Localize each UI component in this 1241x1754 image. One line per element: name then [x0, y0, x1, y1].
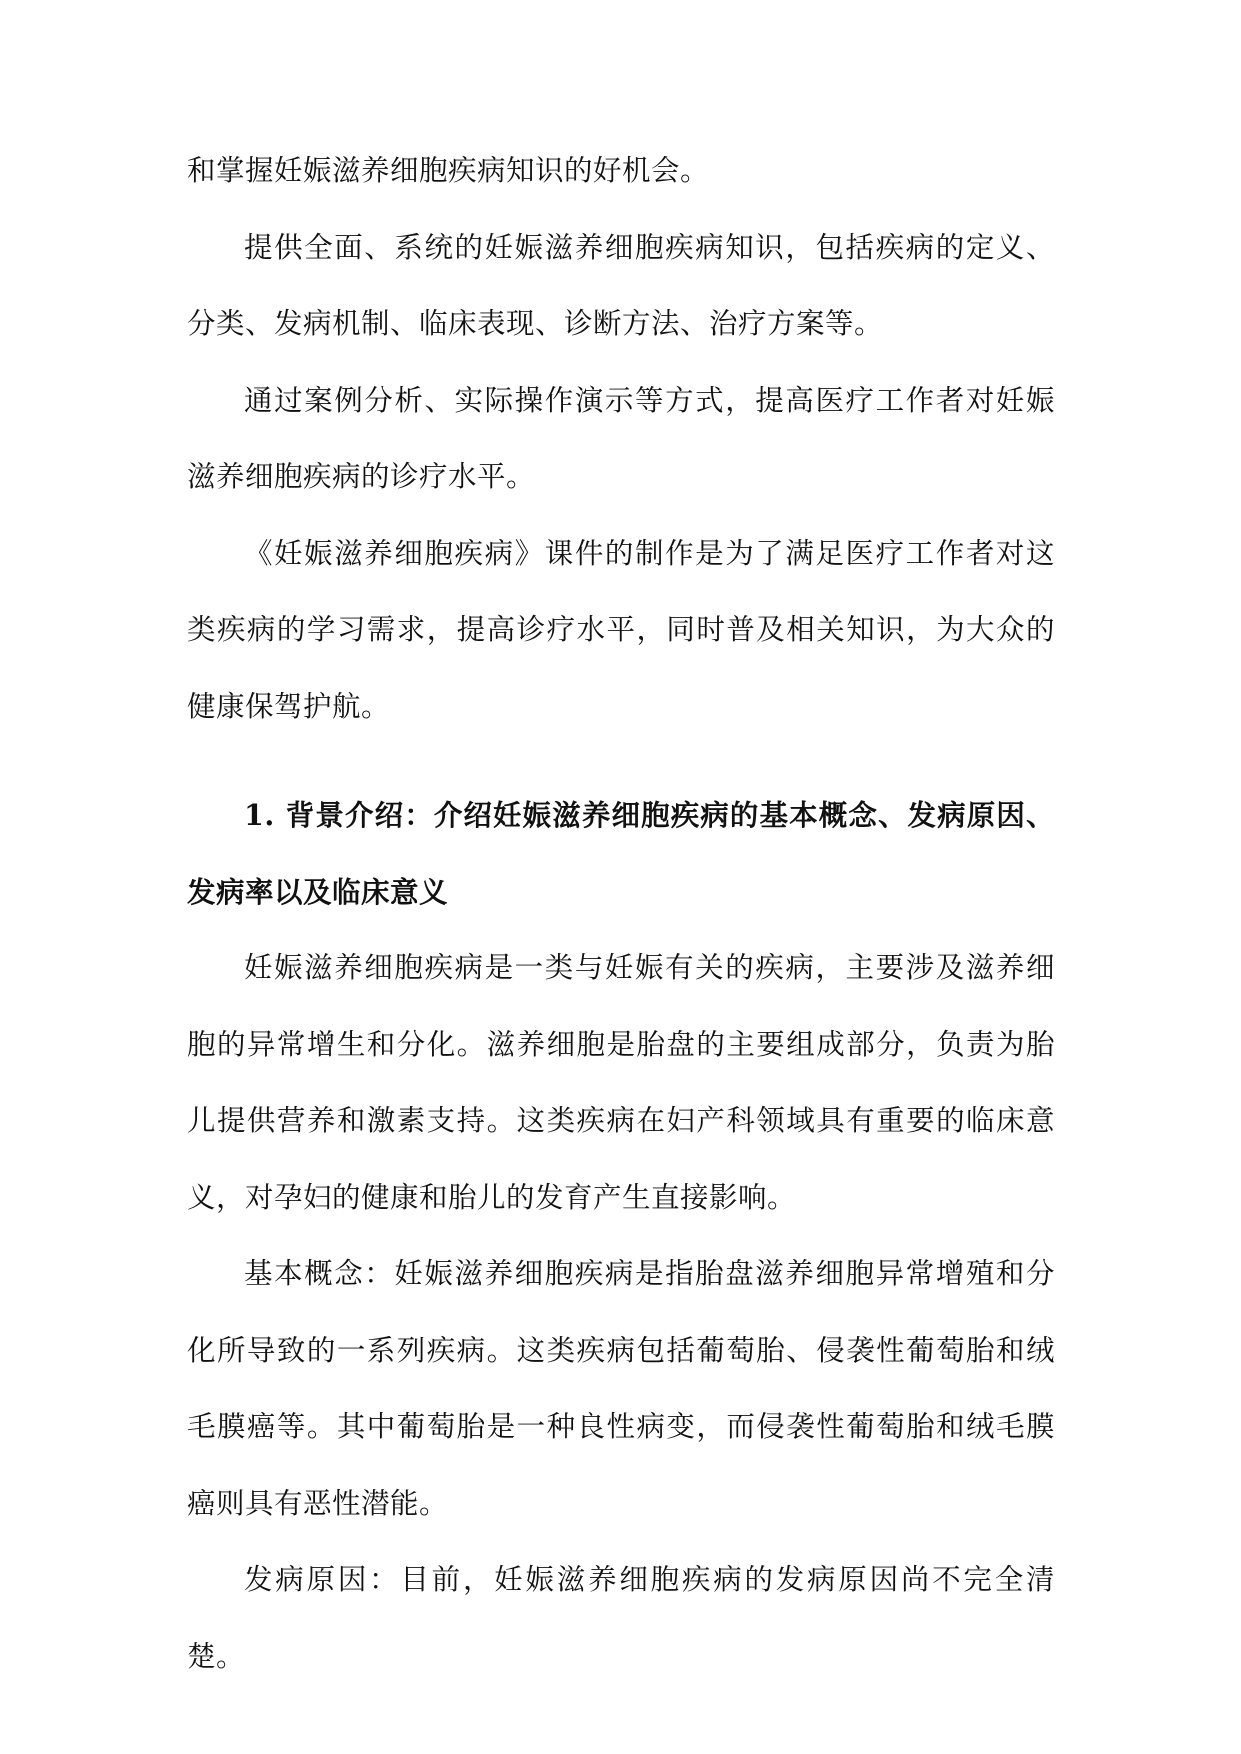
paragraph-overview: 妊娠滋养细胞疾病是一类与妊娠有关的疾病，主要涉及滋养细胞的异常增生和分化。滋养细胞是胎盘的主要组成部分，负责为胎儿提供营养和激素支持。这类疾病在妇产科领域具有重要的临床意义，对孕妇的健康和胎儿的发育产生直接影响。	[187, 951, 1055, 1214]
document-body	[187, 133, 1055, 1695]
paragraph-continuation: 和掌握妊娠滋养细胞疾病知识的好机会。	[187, 154, 710, 187]
paragraph-purpose: 《妊娠滋养细胞疾病》课件的制作是为了满足医疗工作者对这类疾病的学习需求，提高诊疗水平，同时普及相关知识，为大众的健康保驾护航。	[187, 536, 1055, 723]
paragraph-causes: 发病原因：目前，妊娠滋养细胞疾病的发病原因尚不完全清楚。	[187, 1563, 1055, 1673]
paragraph-knowledge: 提供全面、系统的妊娠滋养细胞疾病知识，包括疾病的定义、分类、发病机制、临床表现、诊断方法、治疗方案等。	[187, 230, 1055, 340]
paragraph-case-analysis: 通过案例分析、实际操作演示等方式，提高医疗工作者对妊娠滋养细胞疾病的诊疗水平。	[187, 383, 1055, 493]
paragraph-basic-concept: 基本概念：妊娠滋养细胞疾病是指胎盘滋养细胞异常增殖和分化所导致的一系列疾病。这类疾病包括葡萄胎、侵袭性葡萄胎和绒毛膜癌等。其中葡萄胎是一种良性病变，而侵袭性葡萄胎和绒毛膜癌则具有恶性潜能。	[187, 1257, 1055, 1520]
section-heading-background: 1. 背景介绍：介绍妊娠滋养细胞疾病的基本概念、发病原因、发病率以及临床意义	[187, 798, 1055, 909]
